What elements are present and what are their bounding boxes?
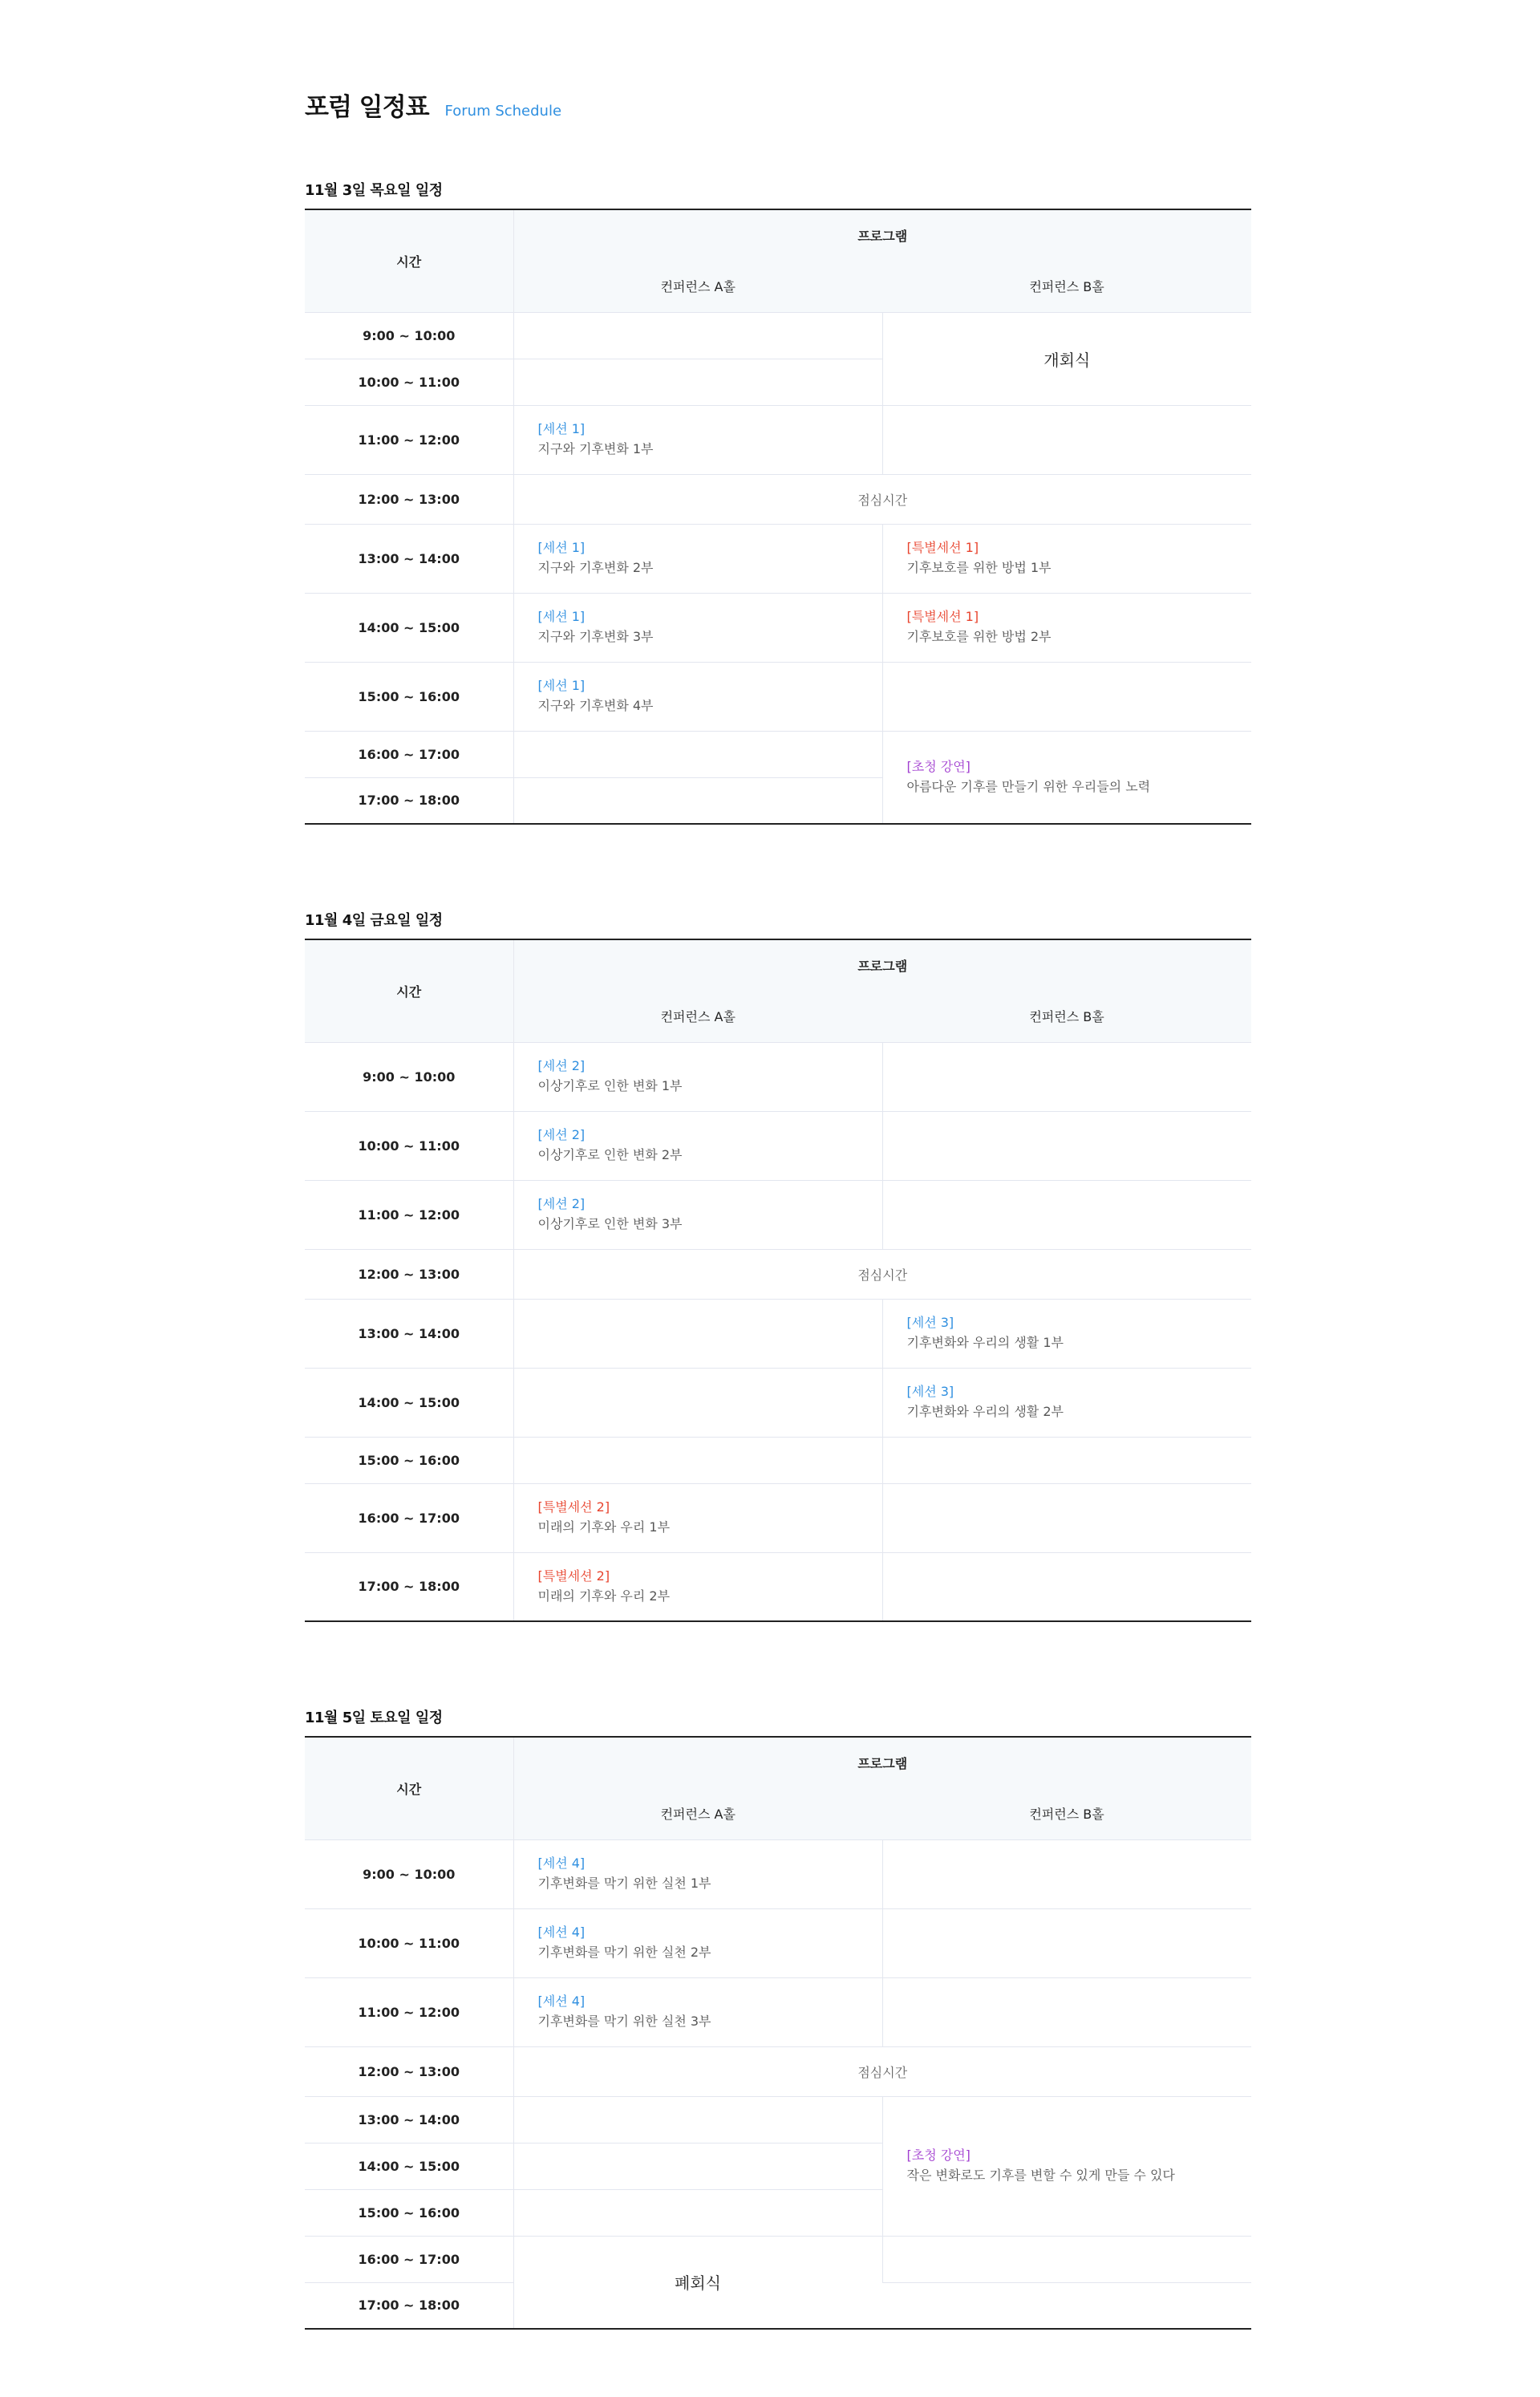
time-slot: 17:00 ~ 18:00 bbox=[305, 2282, 513, 2329]
table-row bbox=[305, 731, 1251, 777]
session-desc: 이상기후로 인한 변화 1부 bbox=[537, 1078, 683, 1093]
hall-a-cell bbox=[513, 1368, 882, 1437]
page-subtitle: Forum Schedule bbox=[444, 103, 562, 120]
table-row bbox=[305, 524, 1251, 593]
time-slot: 10:00 ~ 11:00 bbox=[305, 359, 513, 405]
hall-a-cell bbox=[513, 731, 882, 777]
session-cell[interactable] bbox=[513, 1180, 882, 1249]
time-slot: 17:00 ~ 18:00 bbox=[305, 777, 513, 824]
session-tag: [세션 3] bbox=[906, 1384, 954, 1399]
table-row bbox=[305, 2046, 1251, 2096]
session-desc: 기후변화를 막기 위한 실천 3부 bbox=[537, 2014, 711, 2029]
session-desc: 아름다운 기후를 만들기 위한 우리들의 노력 bbox=[906, 778, 1151, 794]
time-slot: 11:00 ~ 12:00 bbox=[305, 1977, 513, 2046]
hall-b-header: 컨퍼런스 B홀 bbox=[882, 1788, 1251, 1839]
hall-b-cell bbox=[882, 2282, 1251, 2329]
table-row bbox=[305, 1368, 1251, 1437]
hall-a-cell bbox=[513, 2189, 882, 2236]
day-schedule-2 bbox=[305, 911, 1251, 1622]
session-tag: [세션 4] bbox=[537, 1993, 586, 2009]
time-slot: 14:00 ~ 15:00 bbox=[305, 2143, 513, 2189]
invited-lecture-tag: [초청 강연] bbox=[906, 2148, 971, 2163]
session-desc: 작은 변화로도 기후를 변할 수 있게 만들 수 있다 bbox=[906, 2168, 1175, 2183]
table-row bbox=[305, 1042, 1251, 1111]
session-desc: 이상기후로 인한 변화 3부 bbox=[537, 1216, 683, 1231]
table-row bbox=[305, 2096, 1251, 2143]
session-desc: 지구와 기후변화 1부 bbox=[537, 441, 654, 456]
session-tag: [세션 2] bbox=[537, 1058, 586, 1073]
table-row bbox=[305, 1180, 1251, 1249]
session-tag: [세션 1] bbox=[537, 609, 586, 624]
invited-lecture-tag: [초청 강연] bbox=[906, 758, 971, 774]
time-slot: 9:00 ~ 10:00 bbox=[305, 312, 513, 359]
special-session-tag: [특별세션 2] bbox=[537, 1499, 610, 1515]
session-cell[interactable] bbox=[513, 1839, 882, 1908]
time-slot: 15:00 ~ 16:00 bbox=[305, 2189, 513, 2236]
day-schedule-3 bbox=[305, 1709, 1251, 2330]
time-slot: 15:00 ~ 16:00 bbox=[305, 662, 513, 731]
session-desc: 지구와 기후변화 3부 bbox=[537, 629, 654, 644]
time-slot: 14:00 ~ 15:00 bbox=[305, 593, 513, 662]
time-slot: 13:00 ~ 14:00 bbox=[305, 1299, 513, 1368]
hall-b-cell bbox=[882, 1908, 1251, 1977]
day-title: 11월 4일 금요일 일정 bbox=[305, 912, 443, 929]
session-tag: [세션 2] bbox=[537, 1196, 586, 1211]
hall-a-cell bbox=[513, 2143, 882, 2189]
schedule-table bbox=[305, 209, 1251, 825]
session-desc: 지구와 기후변화 4부 bbox=[537, 698, 654, 713]
hall-a-header: 컨퍼런스 A홀 bbox=[513, 991, 882, 1042]
hall-b-cell bbox=[882, 1839, 1251, 1908]
hall-b-cell bbox=[882, 405, 1251, 474]
hall-a-cell bbox=[513, 312, 882, 359]
table-row bbox=[305, 1299, 1251, 1368]
table-row bbox=[305, 1249, 1251, 1299]
session-desc: 기후변화와 우리의 생활 2부 bbox=[906, 1404, 1064, 1419]
time-slot: 9:00 ~ 10:00 bbox=[305, 1839, 513, 1908]
session-cell[interactable] bbox=[513, 1977, 882, 2046]
table-row bbox=[305, 1111, 1251, 1180]
table-row bbox=[305, 1552, 1251, 1621]
session-cell[interactable] bbox=[882, 1299, 1251, 1368]
session-tag: [세션 1] bbox=[537, 678, 586, 693]
hall-b-cell bbox=[882, 662, 1251, 731]
hall-b-cell bbox=[882, 1483, 1251, 1552]
session-tag: [세션 4] bbox=[537, 1856, 586, 1871]
hall-a-cell bbox=[513, 1437, 882, 1483]
time-header: 시간 bbox=[305, 939, 513, 1042]
special-session-tag: [특별세션 1] bbox=[906, 609, 979, 624]
time-slot: 16:00 ~ 17:00 bbox=[305, 2236, 513, 2282]
session-desc: 기후변화를 막기 위한 실천 1부 bbox=[537, 1876, 711, 1891]
hall-b-cell bbox=[882, 1552, 1251, 1621]
table-row bbox=[305, 2236, 1251, 2282]
closing-ceremony: 폐회식 bbox=[513, 2236, 882, 2329]
hall-b-cell bbox=[882, 1042, 1251, 1111]
schedule-table bbox=[305, 939, 1251, 1622]
table-row bbox=[305, 662, 1251, 731]
table-row bbox=[305, 1977, 1251, 2046]
schedule-page bbox=[305, 87, 1251, 2330]
opening-ceremony: 개회식 bbox=[882, 312, 1251, 405]
time-slot: 13:00 ~ 14:00 bbox=[305, 2096, 513, 2143]
session-desc: 기후보호를 위한 방법 1부 bbox=[906, 560, 1052, 575]
time-slot: 16:00 ~ 17:00 bbox=[305, 1483, 513, 1552]
table-row bbox=[305, 1483, 1251, 1552]
special-session-cell[interactable] bbox=[513, 1552, 882, 1621]
session-cell[interactable] bbox=[513, 662, 882, 731]
hall-a-header: 컨퍼런스 A홀 bbox=[513, 1788, 882, 1839]
hall-a-cell bbox=[513, 2096, 882, 2143]
table-row bbox=[305, 593, 1251, 662]
session-cell[interactable] bbox=[513, 524, 882, 593]
hall-b-cell bbox=[882, 1180, 1251, 1249]
program-header: 프로그램 bbox=[513, 1737, 1251, 1788]
lunch-time: 점심시간 bbox=[513, 1249, 1251, 1299]
session-desc: 기후보호를 위한 방법 2부 bbox=[906, 629, 1052, 644]
time-slot: 12:00 ~ 13:00 bbox=[305, 474, 513, 524]
hall-a-cell bbox=[513, 777, 882, 824]
session-desc: 미래의 기후와 우리 2부 bbox=[537, 1588, 671, 1604]
session-desc: 이상기후로 인한 변화 2부 bbox=[537, 1147, 683, 1162]
time-slot: 11:00 ~ 12:00 bbox=[305, 1180, 513, 1249]
session-desc: 기후변화를 막기 위한 실천 2부 bbox=[537, 1945, 711, 1960]
session-cell[interactable] bbox=[513, 593, 882, 662]
session-cell[interactable] bbox=[513, 1111, 882, 1180]
table-row bbox=[305, 1839, 1251, 1908]
session-cell[interactable] bbox=[513, 405, 882, 474]
hall-b-cell bbox=[882, 2236, 1251, 2282]
session-desc: 지구와 기후변화 2부 bbox=[537, 560, 654, 575]
session-tag: [세션 3] bbox=[906, 1315, 954, 1330]
program-header: 프로그램 bbox=[513, 209, 1251, 261]
time-slot: 13:00 ~ 14:00 bbox=[305, 524, 513, 593]
hall-b-header: 컨퍼런스 B홀 bbox=[882, 991, 1251, 1042]
session-desc: 미래의 기후와 우리 1부 bbox=[537, 1519, 671, 1535]
time-slot: 17:00 ~ 18:00 bbox=[305, 1552, 513, 1621]
table-row bbox=[305, 405, 1251, 474]
special-session-cell[interactable] bbox=[882, 593, 1251, 662]
page-title: 포럼 일정표 bbox=[305, 93, 429, 122]
invited-lecture-cell[interactable] bbox=[882, 731, 1251, 824]
lunch-time: 점심시간 bbox=[513, 2046, 1251, 2096]
table-row bbox=[305, 312, 1251, 359]
time-slot: 12:00 ~ 13:00 bbox=[305, 1249, 513, 1299]
session-tag: [세션 2] bbox=[537, 1127, 586, 1142]
hall-b-header: 컨퍼런스 B홀 bbox=[882, 261, 1251, 312]
hall-a-cell bbox=[513, 1299, 882, 1368]
session-tag: [세션 1] bbox=[537, 421, 586, 436]
time-slot: 10:00 ~ 11:00 bbox=[305, 1908, 513, 1977]
session-desc: 기후변화와 우리의 생활 1부 bbox=[906, 1335, 1064, 1350]
schedule-table bbox=[305, 1736, 1251, 2330]
session-tag: [세션 4] bbox=[537, 1924, 586, 1940]
special-session-tag: [특별세션 1] bbox=[906, 540, 979, 555]
page-header bbox=[305, 87, 1251, 130]
special-session-cell[interactable] bbox=[513, 1483, 882, 1552]
session-cell[interactable] bbox=[513, 1042, 882, 1111]
special-session-cell[interactable] bbox=[882, 524, 1251, 593]
time-slot: 10:00 ~ 11:00 bbox=[305, 1111, 513, 1180]
session-cell[interactable] bbox=[513, 1908, 882, 1977]
invited-lecture-cell[interactable] bbox=[882, 2096, 1251, 2236]
time-header: 시간 bbox=[305, 1737, 513, 1839]
session-tag: [세션 1] bbox=[537, 540, 586, 555]
time-header: 시간 bbox=[305, 209, 513, 312]
time-slot: 16:00 ~ 17:00 bbox=[305, 731, 513, 777]
time-slot: 12:00 ~ 13:00 bbox=[305, 2046, 513, 2096]
day-title: 11월 3일 목요일 일정 bbox=[305, 182, 443, 199]
session-cell[interactable] bbox=[882, 1368, 1251, 1437]
time-slot: 14:00 ~ 15:00 bbox=[305, 1368, 513, 1437]
day-title: 11월 5일 토요일 일정 bbox=[305, 1710, 443, 1726]
time-slot: 9:00 ~ 10:00 bbox=[305, 1042, 513, 1111]
table-row bbox=[305, 1437, 1251, 1483]
program-header: 프로그램 bbox=[513, 939, 1251, 991]
hall-a-header: 컨퍼런스 A홀 bbox=[513, 261, 882, 312]
lunch-time: 점심시간 bbox=[513, 474, 1251, 524]
table-row bbox=[305, 1908, 1251, 1977]
special-session-tag: [특별세션 2] bbox=[537, 1568, 610, 1584]
time-slot: 11:00 ~ 12:00 bbox=[305, 405, 513, 474]
hall-b-cell bbox=[882, 1111, 1251, 1180]
table-row bbox=[305, 474, 1251, 524]
hall-a-cell bbox=[513, 359, 882, 405]
hall-b-cell bbox=[882, 1437, 1251, 1483]
day-schedule-1 bbox=[305, 181, 1251, 825]
time-slot: 15:00 ~ 16:00 bbox=[305, 1437, 513, 1483]
hall-b-cell bbox=[882, 1977, 1251, 2046]
